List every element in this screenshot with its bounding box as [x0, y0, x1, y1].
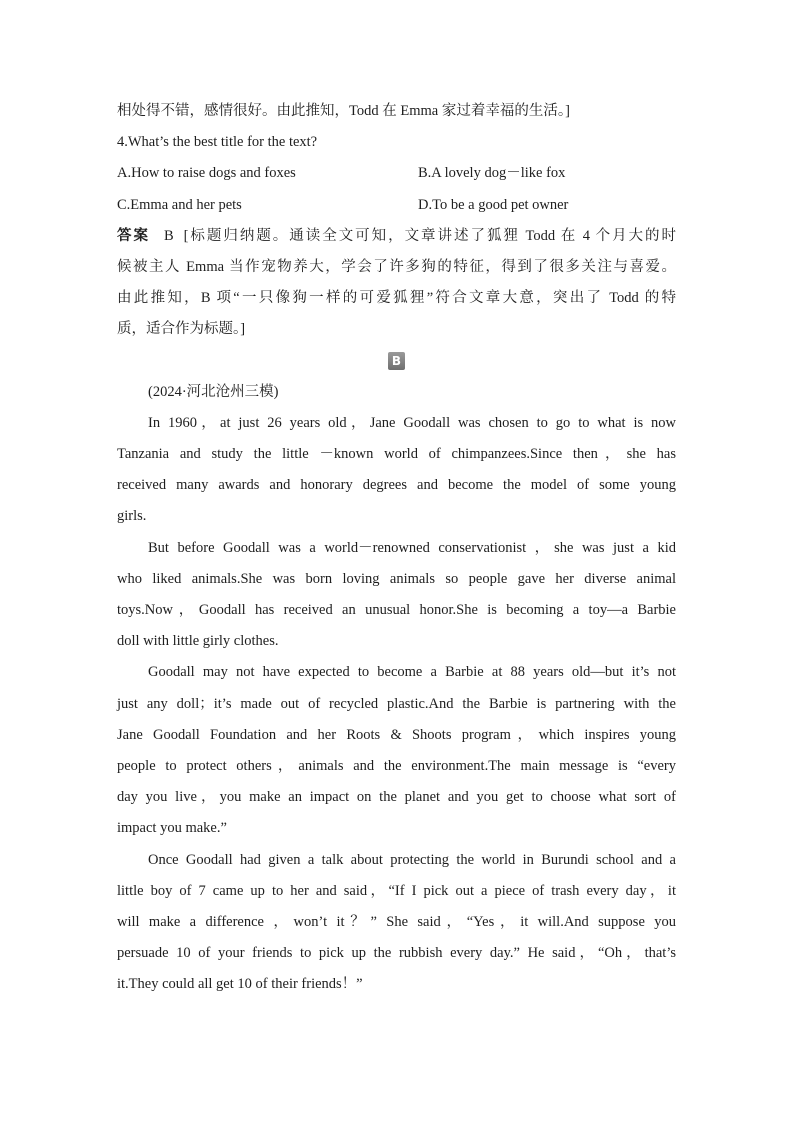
- answer-line-2: 候被主人 Emma 当作宠物养大，学会了许多狗的特征，得到了很多关注与喜爱。: [117, 258, 676, 275]
- passage-p3-line-3: Jane Goodall Foundation and her Roots & Shoots program，which inspires young: [117, 726, 676, 743]
- answer-line-1: [117, 221, 676, 252]
- passage-p3-line-6: impact you make.”: [117, 820, 227, 837]
- passage-p3-line-5: day you live，you make an impact on the planet and you get to choose what sort of: [117, 789, 676, 806]
- passage-p4-line-5: it.They could all get 10 of their friends！”: [117, 976, 363, 993]
- passage-p1-line-2: Tanzania and study the little －known world of chimpanzees.Since then，she has: [117, 446, 676, 463]
- passage-p3-line-1: Goodall may not have expected to become a Barbie at 88 years old—but it’s not: [148, 664, 676, 681]
- question-4-stem: 4.What’s the best title for the text?: [117, 134, 318, 151]
- passage-p4-line-3: will make a difference ，won’t it？” She said，“Yes，it will.And suppose you: [117, 913, 676, 930]
- passage-p1-line-4: girls.: [117, 508, 147, 525]
- passage-p1-line-3: received many awards and honorary degrees and become the model of some young: [117, 477, 676, 494]
- option-a: A.How to raise dogs and foxes: [117, 165, 296, 182]
- answer-choice: B: [163, 227, 174, 244]
- page-content: [117, 96, 676, 1000]
- question-4-options-row-1: [117, 158, 676, 189]
- option-c: C.Emma and her pets: [117, 196, 242, 213]
- passage-p3-line-2: just any doll；it’s made out of recycled plastic.And the Barbie is partnering with the: [117, 695, 676, 712]
- passage-p3-line-4: people to protect others，animals and the environment.The main message is “every: [117, 757, 676, 774]
- answer-label: 答案: [117, 227, 150, 244]
- passage-p4-line-2: little boy of 7 came up to her and said，“If I pick out a piece of trash every day，it: [117, 882, 676, 899]
- passage-p1-line-1: In 1960，at just 26 years old，Jane Goodall was chosen to go to what is now: [148, 414, 676, 431]
- passage-source: (2024·河北沧州三模): [148, 383, 279, 400]
- option-d: D.To be a good pet owner: [418, 196, 569, 213]
- passage-p2-line-2: who liked animals.She was born loving animals so people gave her diverse animal: [117, 570, 676, 587]
- passage-p4-line-1: Once Goodall had given a talk about protecting the world in Burundi school and a: [148, 851, 676, 868]
- passage-p4-line-4: persuade 10 of your friends to pick up the rubbish every day.” He said，“Oh，that’s: [117, 945, 676, 962]
- answer-text: [标题归纳题。通读全文可知，文章讲述了狐狸 Todd 在 4 个月大的时: [183, 227, 677, 244]
- passage-p2-line-1: But before Goodall was a world－renowned conservationist ，she was just a kid: [148, 539, 676, 556]
- previous-explanation-line: 相处得不错，感情很好。由此推知，Todd 在 Emma 家过着幸福的生活。]: [117, 103, 570, 119]
- section-b-badge: B: [388, 352, 405, 370]
- question-4-options-row-2: [117, 190, 676, 221]
- section-b-header: [117, 346, 676, 377]
- answer-line-4: 质，适合作为标题。]: [117, 321, 246, 338]
- option-b: B.A lovely dog－like fox: [418, 165, 566, 182]
- passage-p2-line-4: doll with little girly clothes.: [117, 633, 279, 650]
- answer-line-3: 由此推知，B 项“一只像狗一样的可爱狐狸”符合文章大意，突出了 Todd 的特: [117, 290, 676, 307]
- passage-p2-line-3: toys.Now，Goodall has received an unusual honor.She is becoming a toy—a Barbie: [117, 602, 676, 618]
